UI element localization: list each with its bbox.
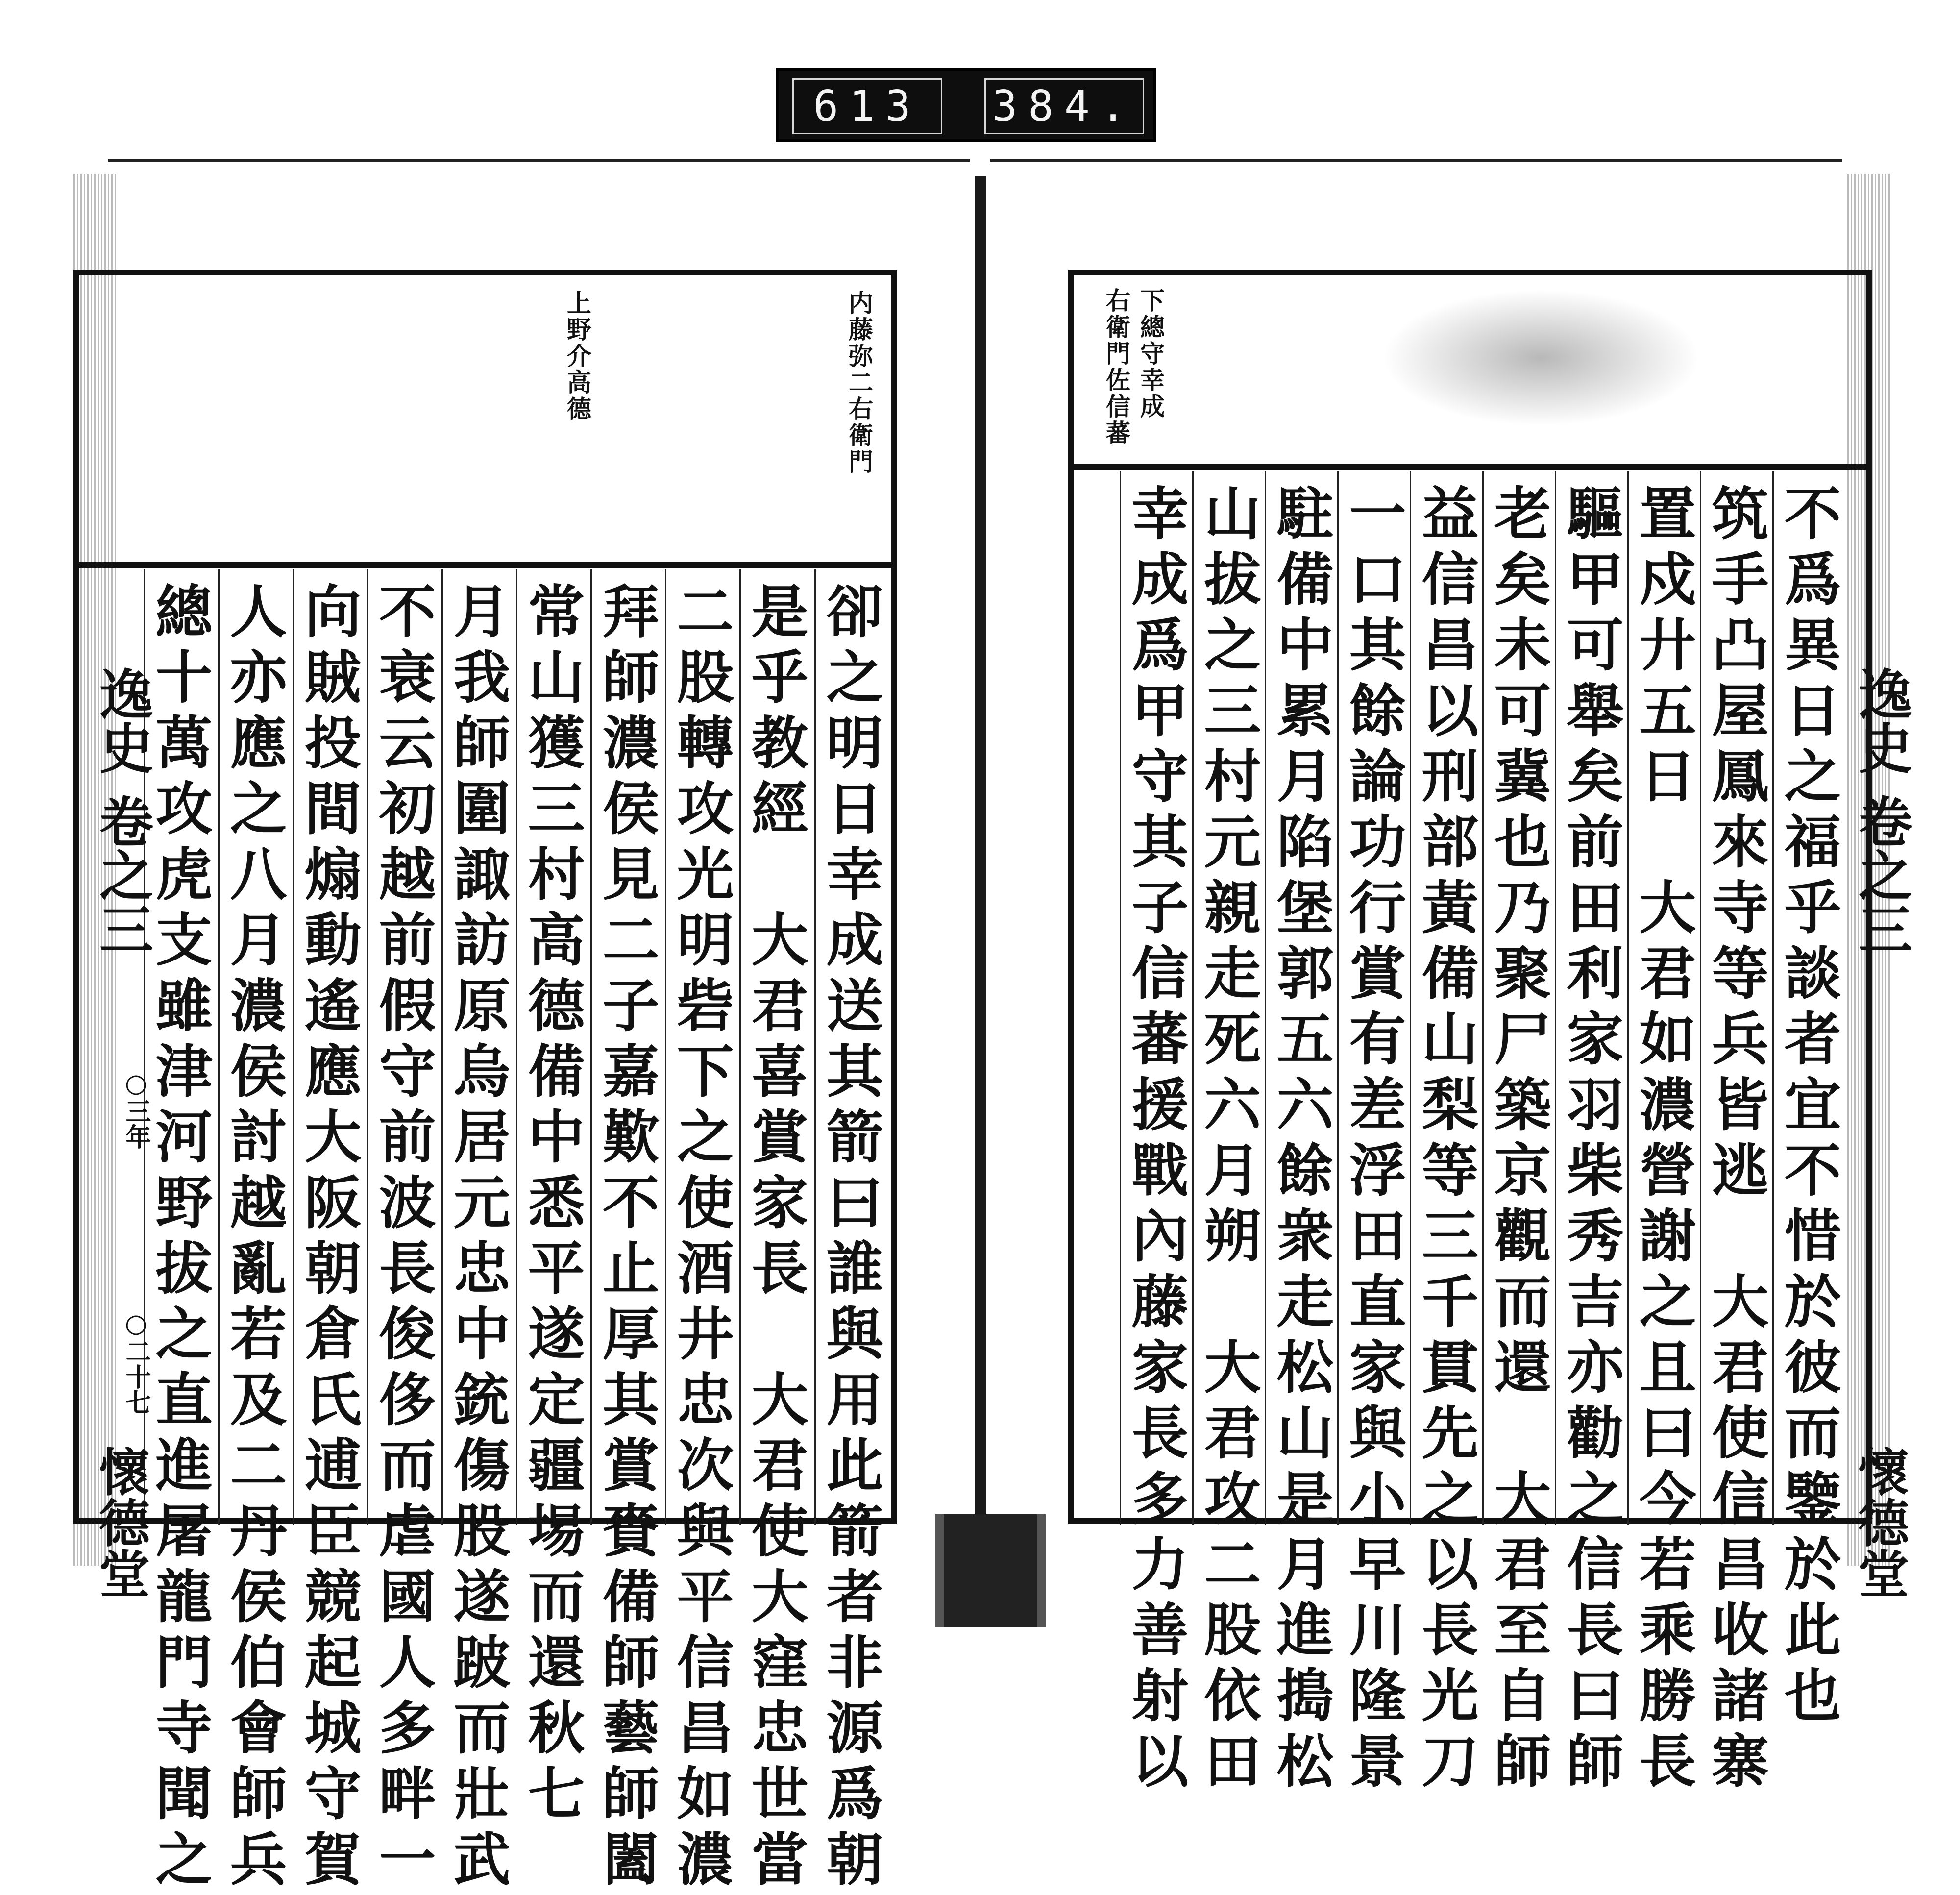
column-rule bbox=[1192, 471, 1194, 1525]
text-column: 向賊投間煽動遙應大阪朝倉氏逋臣競起城守賀 bbox=[295, 582, 362, 1895]
left-text-frame bbox=[74, 270, 897, 1895]
catalog-number-right: 384. bbox=[984, 78, 1144, 134]
text-column: 二股轉攻光明砦下之使酒井忠次與平信昌如濃 bbox=[667, 582, 734, 1895]
column-rule bbox=[1337, 471, 1339, 1525]
book-spine bbox=[975, 176, 986, 1573]
text-column: 不爲異日之福乎談者宜不惜於彼而鑒於此也 bbox=[1775, 484, 1841, 1731]
column-rule bbox=[218, 569, 220, 1525]
column-rule bbox=[1265, 471, 1266, 1525]
text-column: 筑手凸屋鳳來寺等兵皆逃 大君使信昌收諸寨 bbox=[1702, 484, 1769, 1797]
text-column: 幸成爲甲守其子信蕃援戰內藤家長多力善射以 bbox=[1122, 484, 1189, 1797]
column-rule bbox=[441, 569, 443, 1525]
column-rule bbox=[739, 569, 741, 1525]
left-side-title: 逸史 bbox=[91, 666, 154, 774]
year-mark: ○三年 bbox=[121, 1068, 151, 1149]
column-rule bbox=[1700, 471, 1701, 1525]
column-rule bbox=[814, 569, 816, 1525]
text-column: 山拔之三村元親走死六月朔 大君攻二股依田 bbox=[1195, 484, 1261, 1797]
text-column: 拜師濃侯見二子嘉歎不止厚其賞賚備師藝師闔 bbox=[593, 582, 660, 1895]
column-rule bbox=[1482, 471, 1484, 1525]
left-header-rule bbox=[79, 562, 891, 568]
right-text-frame bbox=[1068, 270, 1872, 1797]
column-rule bbox=[293, 569, 294, 1525]
left-side-volume: 卷之三 bbox=[91, 794, 154, 956]
text-column: 驅甲可舉矣前田利家羽柴秀吉亦勸之信長曰師 bbox=[1557, 484, 1624, 1797]
text-column: 駐備中累月陷堡郭五六餘衆走松山是月進搗松 bbox=[1267, 484, 1334, 1797]
text-column: 老矣未可冀也乃聚尸築京觀而還 大君至自師 bbox=[1485, 484, 1551, 1797]
column-rule bbox=[1410, 471, 1411, 1525]
header-shimotsuke: 下總守幸成 bbox=[1136, 288, 1165, 420]
column-rule bbox=[367, 569, 368, 1525]
spine-base bbox=[935, 1514, 1046, 1627]
text-column: 卻之明日幸成送其箭曰誰與用此箭者非源爲朝 bbox=[817, 582, 883, 1895]
right-side-volume: 卷之三 bbox=[1850, 794, 1913, 956]
column-rule bbox=[516, 569, 517, 1525]
column-rule bbox=[1120, 471, 1121, 1525]
smudge-mark bbox=[1382, 289, 1700, 426]
column-rule bbox=[1555, 471, 1556, 1525]
column-rule bbox=[665, 569, 666, 1525]
text-column: 月我師圍諏訪原烏居元忠中銃傷股遂跛而壯武 bbox=[444, 582, 511, 1895]
header-naito: 内藤弥二右衛門 bbox=[845, 290, 874, 475]
catalog-label bbox=[776, 68, 1156, 142]
text-column: 益信昌以刑部黃備山梨等三千貫先之以長光刀 bbox=[1412, 484, 1479, 1797]
header-ukon: 右衛門佐信蕃 bbox=[1102, 288, 1131, 446]
text-column: 是乎教經 大君喜賞家長 大君使大窪忠世當 bbox=[742, 582, 808, 1895]
text-column: 人亦應之八月濃侯討越亂若及二丹侯伯會師兵 bbox=[220, 582, 287, 1895]
page-number: ○二十七 bbox=[121, 1308, 151, 1415]
header-kozuke: 上野介高德 bbox=[563, 290, 592, 422]
text-column: 常山獲三村高德備中悉平遂定疆埸而還秋七 bbox=[518, 582, 585, 1829]
column-rule bbox=[590, 569, 592, 1525]
text-column: 總十萬攻虎支雖津河野拔之直進屠龍門寺聞之 bbox=[146, 582, 213, 1895]
right-header-rule bbox=[1074, 464, 1866, 470]
right-side-title: 逸史 bbox=[1850, 666, 1913, 774]
column-rule bbox=[1772, 471, 1774, 1525]
text-column: 置戍廾五日 大君如濃營謝之且曰今若乘勝長 bbox=[1630, 484, 1696, 1797]
publisher-mark: 懷德堂 bbox=[90, 1446, 150, 1599]
catalog-number-left: 613 bbox=[792, 78, 942, 134]
left-page bbox=[74, 186, 975, 1895]
text-column: 一口其餘論功行賞有差浮田直家與小早川隆景 bbox=[1340, 484, 1406, 1797]
column-rule bbox=[1627, 471, 1629, 1525]
right-publisher-mark: 懷德堂 bbox=[1849, 1446, 1910, 1599]
text-column: 不衰云初越前假守前波長俊侈而虐國人多畔一 bbox=[369, 582, 436, 1895]
